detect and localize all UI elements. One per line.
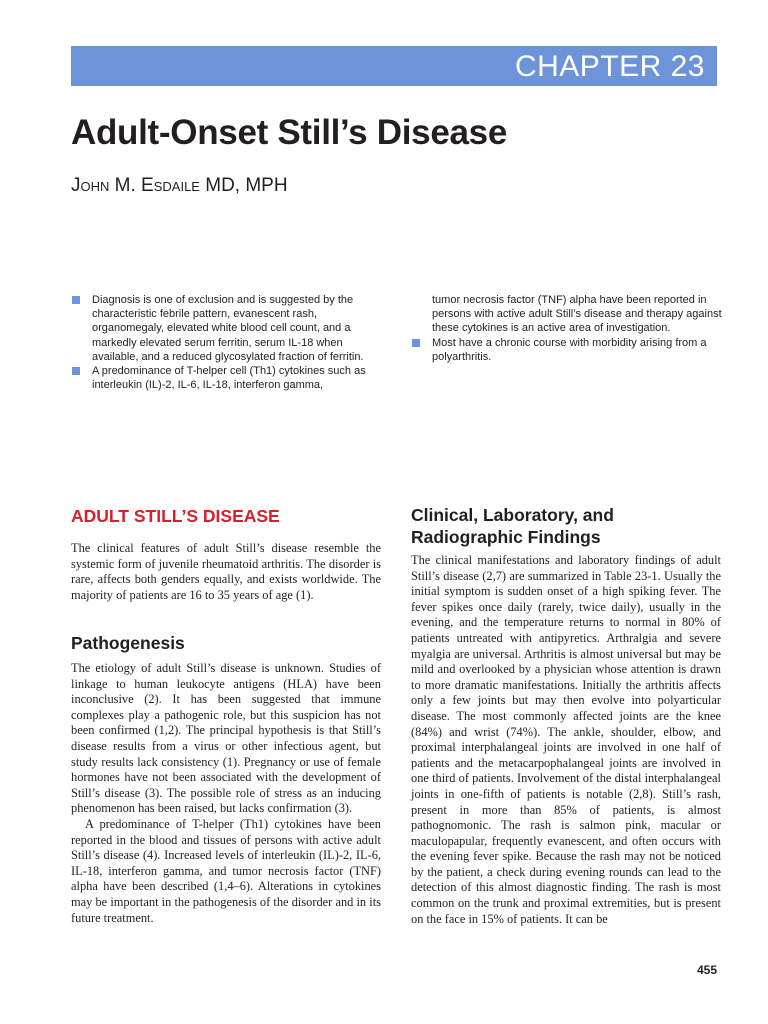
summary-item (71, 293, 389, 364)
pathogenesis-paragraph-2: A predominance of T-helper (Th1) cytokines have been reported in the blood and tissues of persons with active adult Still’s disease (4). Increased levels of interleukin (IL)-2, IL-6, IL-18, interferon gamma, and tumor necrosis factor (TNF) alpha have been described (1,4–6). Alterations in cytokines may be important in the pathogenesis of the disorder and in its future treatment. (71, 816, 381, 925)
summary-list-right (411, 293, 729, 364)
chapter-label: CHAPTER 23 (514, 50, 705, 83)
clinical-text-block (411, 553, 721, 927)
summary-text: tumor necrosis factor (TNF) alpha have been reported in persons with active adult Still’s disease and therapy against these cytokines is an active area of investigation. (432, 294, 722, 335)
clinical-paragraph: The clinical manifestations and laboratory findings of adult Still’s disease (2,7) are summarized in Table 23-1. Usually the initial symptom is sudden onset of a high spiking fever. The fever spikes once daily (rarely, twice daily), usually in the evening, and the temperature returns to normal in 80% of patients untreated with antipyretics. Arthralgia and severe myalgia are universal. Arthritis is almost universal but may be mild and overlooked by a physician whose attention is drawn to more dramatic manifestations. Initially the arthritis affects only a few joints but may then evolve into polyarticular disease. The most commonly affected joints are the knee (84%) and wrist (74%). The ankle, shoulder, elbow, and proximal interphalangeal joints are involved in one half of patients and the metacarpophalangeal joints are involved in one third of patients. Involvement of the distal interphalangeal joints in one-fifth of patients is notable (2,8). Still’s rash, present in more than 85% of patients, is almost pathognomonic. The rash is salmon pink, macular or maculopapular, frequently evanescent, and often occurs with the evening fever spike. Because the rash may not be noticed by the patient, a check during evening rounds can lead to the detection of this almost diagnostic finding. The rash is most common on the trunk and proximal extremities, but is present on the face in 15% of patients. It can be (411, 553, 721, 926)
summary-item-continued (411, 293, 729, 336)
intro-paragraph: The clinical features of adult Still’s disease resemble the systemic form of juvenile rheumatoid arthritis. The disorder is rare, affects both genders equally, and exists worldwide. The majority of patients are 16 to 35 years of age (1). (71, 541, 381, 602)
square-bullet-icon (72, 296, 80, 304)
page-number: 455 (696, 963, 717, 977)
summary-item (71, 364, 389, 392)
summary-text: Most have a chronic course with morbidity arising from a polyarthritis. (432, 336, 707, 363)
author-line: John M. Esdaile MD, MPH (71, 175, 288, 196)
page-title: Adult-Onset Still’s Disease (71, 113, 507, 152)
summary-text: A predominance of T-helper cell (Th1) cytokines such as interleukin (IL)-2, IL-6, IL-18, interferon gamma, (92, 365, 366, 392)
summary-text: Diagnosis is one of exclusion and is suggested by the characteristic febrile pattern, evanescent rash, organomegaly, elevated white blood cell count, and a markedly elevated serum ferritin, serum IL-18 when available, and a reduced glycosylated fraction of ferritin. (92, 294, 364, 363)
section-heading-pathogenesis: Pathogenesis (71, 633, 185, 653)
square-bullet-icon (72, 367, 80, 375)
pathogenesis-paragraph-1: The etiology of adult Still’s disease is unknown. Studies of linkage to human leukocyte antigens (HLA) have been inconclusive (2). It has been suggested that immune complexes play a pathogenic role, but this suspicion has not been confirmed (1,2). The principal hypothesis is that Still’s disease results from a virus or other infectious agent, but study results lack consistency (1). Pregnancy or use of female hormones have not been associated with the development of Still’s disease (3). The possible role of stress as an inducing phenomenon has been raised, but lacks confirmation (3). (71, 661, 381, 816)
chapter-banner (71, 46, 717, 86)
intro-paragraph-block (71, 541, 381, 603)
section-heading-adult-stills: ADULT STILL’S DISEASE (71, 506, 280, 526)
summary-list-left (71, 293, 389, 392)
square-bullet-icon (412, 339, 420, 347)
section-heading-clinical-findings: Clinical, Laboratory, and Radiographic Findings (411, 505, 614, 547)
summary-item (411, 336, 729, 364)
pathogenesis-text-block (71, 661, 381, 926)
